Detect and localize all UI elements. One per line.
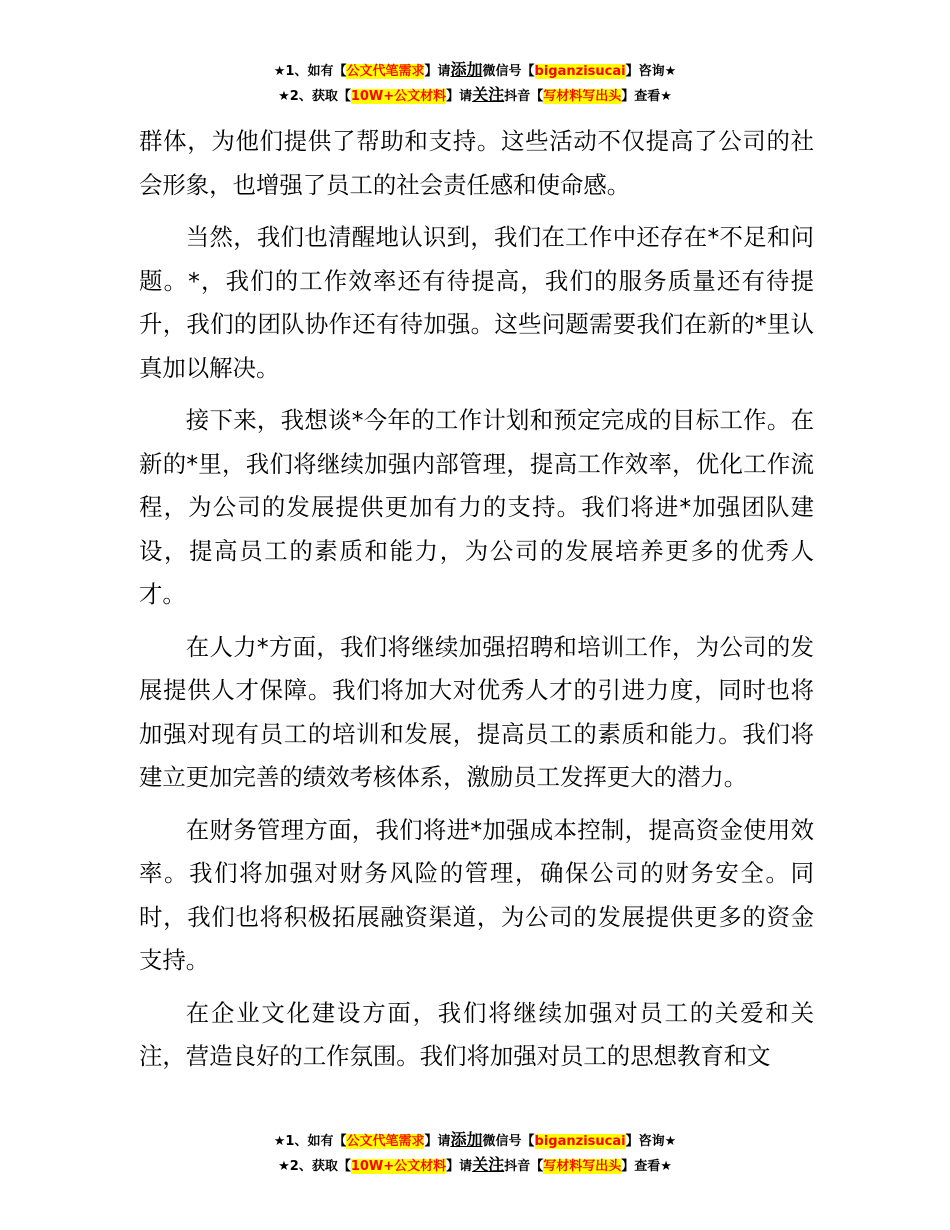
banner-line-1 [0,1128,950,1153]
banner-text: 】请 [424,1134,451,1149]
banner-highlight-wechat-id: biganzisucai [534,1134,626,1149]
banner-line-2 [0,83,950,108]
banner-emphasis: 添加 [450,60,483,79]
banner-emphasis: 添加 [450,1130,483,1149]
paragraph-6: 在企业文化建设方面，我们将继续加强对员工的关爱和关注，营造良好的工作氛围。我们将加强对员工的思想教育和文 [139,998,814,1070]
banner-highlight: 写材料写出头 [543,1159,622,1174]
banner-text: 】请 [446,89,473,104]
banner-highlight: 10W+公文材料 [350,1159,447,1174]
paragraph-2: 当然，我们也清醒地认识到，我们在工作中还存在*不足和问题。*，我们的工作效率还有待提高，我们的服务质量还有待提升，我们的团队协作还有待加强。这些问题需要我们在新的*里认真加以解决。 [139,223,814,382]
banner-text: 微信号【 [482,1134,535,1149]
banner-line-1 [0,58,950,83]
banner-text: 】咨询★ [625,1134,677,1149]
banner-highlight: 写材料写出头 [543,89,622,104]
header-banner [0,58,950,108]
banner-text: 抖音【 [504,89,544,104]
banner-text: 】请 [424,64,451,79]
footer-banner [0,1128,950,1178]
banner-text: 】请 [446,1159,473,1174]
banner-text: ★2、获取【 [278,89,351,104]
banner-text: 抖音【 [504,1159,544,1174]
paragraph-1: 群体，为他们提供了帮助和支持。这些活动不仅提高了公司的社会形象，也增强了员工的社会责任感和使命感。 [139,127,814,199]
banner-text: 】查看★ [621,1159,672,1174]
banner-line-2 [0,1153,950,1178]
banner-highlight-wechat-id: biganzisucai [534,64,626,79]
banner-text: ★2、获取【 [278,1159,351,1174]
banner-text: ★1、如有【 [273,64,347,79]
banner-emphasis: 关注 [472,1155,505,1174]
banner-highlight: 公文代笔需求 [346,64,425,79]
document-body [139,120,814,1088]
banner-text: ★1、如有【 [273,1134,347,1149]
banner-highlight: 10W+公文材料 [350,89,447,104]
paragraph-4: 在人力*方面，我们将继续加强招聘和培训工作，为公司的发展提供人才保障。我们将加大对优秀人才的引进力度，同时也将加强对现有员工的培训和发展，提高员工的素质和能力。我们将建立更加完善的绩效考核体系，激励员工发挥更大的潜力。 [139,632,814,791]
banner-text: 微信号【 [482,64,535,79]
paragraph-5: 在财务管理方面，我们将进*加强成本控制，提高资金使用效率。我们将加强对财务风险的管理，确保公司的财务安全。同时，我们也将积极拓展融资渠道，为公司的发展提供更多的资金支持。 [139,815,814,974]
banner-highlight: 公文代笔需求 [346,1134,425,1149]
paragraph-3: 接下来，我想谈*今年的工作计划和预定完成的目标工作。在新的*里，我们将继续加强内部管理，提高工作效率，优化工作流程，为公司的发展提供更加有力的支持。我们将进*加强团队建设，提高员工的素质和能力，为公司的发展培养更多的优秀人才。 [139,406,814,608]
banner-text: 】查看★ [621,89,672,104]
banner-text: 】咨询★ [625,64,677,79]
banner-emphasis: 关注 [472,85,505,104]
